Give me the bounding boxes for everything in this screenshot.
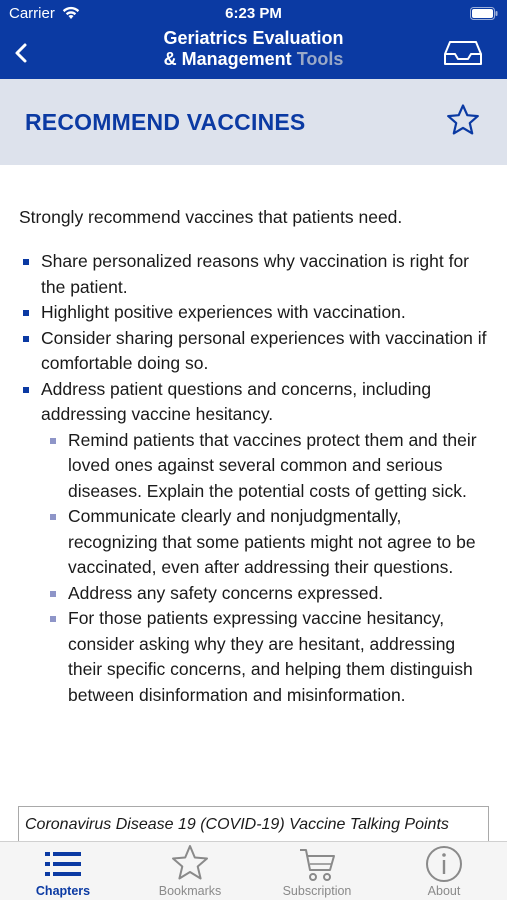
tab-subscription[interactable] xyxy=(254,842,380,900)
bullet-text: Address patient questions and concerns, including addressing vaccine hesitancy. xyxy=(41,378,432,424)
list-item xyxy=(22,377,492,709)
tab-chapters[interactable] xyxy=(0,842,126,900)
bullet-list xyxy=(22,249,492,708)
content-area[interactable] xyxy=(0,165,507,841)
tab-label: Bookmarks xyxy=(158,884,222,898)
list-item xyxy=(22,326,492,377)
app-title-line1: Geriatrics Evaluation xyxy=(163,28,344,48)
tab-bar xyxy=(0,841,507,900)
list-item xyxy=(22,300,492,326)
bullet-text: Consider sharing personal experiences with vaccination if comfortable doing so. xyxy=(41,327,487,373)
sub-bullet-list xyxy=(49,428,492,709)
list-item xyxy=(22,249,492,300)
section-header xyxy=(0,79,507,165)
status-bar xyxy=(0,0,507,28)
clock-time: 6:23 PM xyxy=(225,5,282,22)
app-title xyxy=(0,28,507,70)
star-outline-icon[interactable] xyxy=(446,103,480,137)
page-title: RECOMMEND VACCINES xyxy=(25,109,306,135)
info-icon xyxy=(423,844,465,884)
carrier-label: Carrier xyxy=(9,5,55,22)
tab-label: Subscription xyxy=(282,884,352,898)
bullet-text: Highlight positive experiences with vaccination. xyxy=(41,302,406,322)
inbox-tray-icon[interactable] xyxy=(443,39,483,67)
sub-list-item: For those patients expressing vaccine hesitancy, consider asking why they are hesitant, addressing their specific concerns, and helping them distinguish between disinformation and misinformation. xyxy=(49,606,492,708)
app-title-tools: Tools xyxy=(296,49,344,69)
battery-icon xyxy=(470,7,498,20)
sub-list-item: Remind patients that vaccines protect them and their loved ones against several common and serious diseases. Explain the potential costs of getting sick. xyxy=(49,428,492,505)
app-title-line2 xyxy=(164,49,344,69)
tab-label: About xyxy=(427,884,461,898)
tab-bookmarks[interactable] xyxy=(127,842,253,900)
tab-about[interactable] xyxy=(381,842,507,900)
navigation-bar xyxy=(0,28,507,79)
reference-link[interactable]: Coronavirus Disease 19 (COVID-19) Vaccine Talking Points xyxy=(18,806,489,841)
app-title-line2-main: & Management xyxy=(163,49,292,69)
bullet-text: Share personalized reasons why vaccination is right for the patient. xyxy=(41,251,469,297)
list-icon xyxy=(42,844,84,884)
sub-list-item: Address any safety concerns expressed. xyxy=(49,581,492,607)
tab-label: Chapters xyxy=(35,884,91,898)
cart-icon xyxy=(296,844,338,884)
intro-text: Strongly recommend vaccines that patients need. xyxy=(19,207,403,227)
star-icon xyxy=(169,844,211,884)
sub-list-item: Communicate clearly and nonjudgmentally, recognizing that some patients might not agree to be vaccinated, even after addressing their questions. xyxy=(49,504,492,581)
